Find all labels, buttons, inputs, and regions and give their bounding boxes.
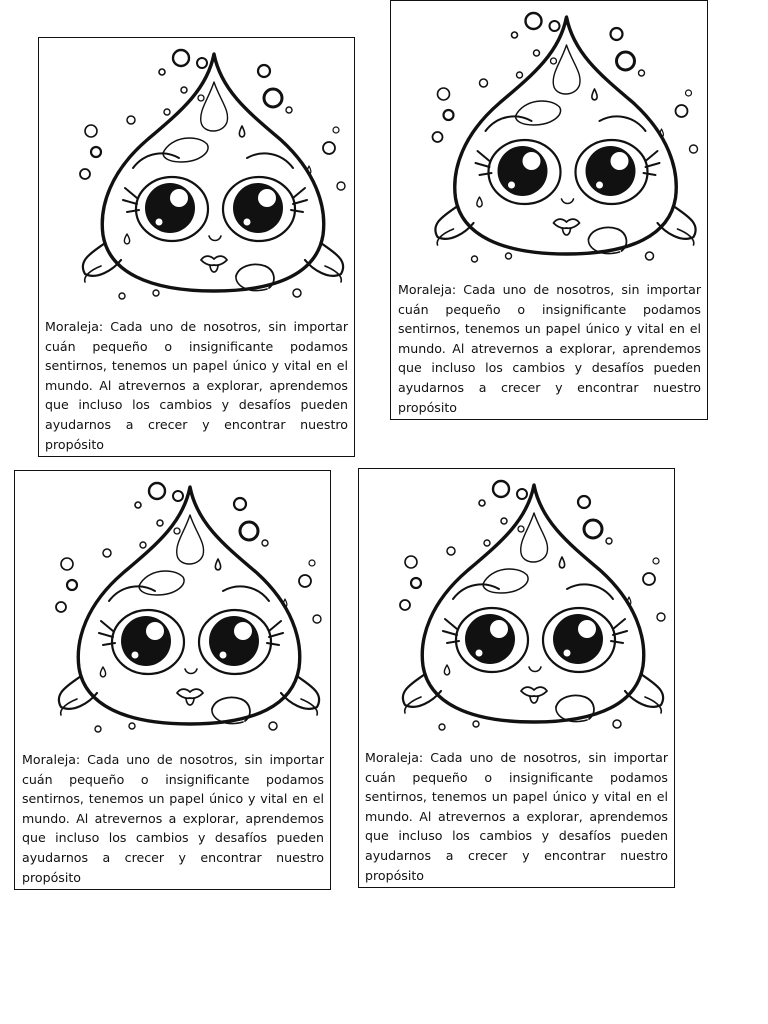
water-drop-character-icon bbox=[391, 1, 709, 273]
moral-text: Moraleja: Cada uno de nosotros, sin importar cuán pequeño o insignificante podamos sentirnos, tenemos un papel único y vital en el mundo. Al atrevernos a explorar, aprendemos que incluso los cambios y desafíos pueden ayudarnos a crecer y encontrar nuestro propósito bbox=[45, 319, 348, 452]
water-drop-character-icon bbox=[359, 469, 676, 741]
moral-card-2 bbox=[390, 0, 708, 420]
moral-text: Moraleja: Cada uno de nosotros, sin importar cuán pequeño o insignificante podamos sentirnos, tenemos un papel único y vital en el mundo. Al atrevernos a explorar, aprendemos que incluso los cambios y desafíos pueden ayudarnos a crecer y encontrar nuestro propósito bbox=[365, 750, 668, 883]
water-drop-character-icon bbox=[15, 471, 332, 743]
moral-card-3 bbox=[14, 470, 331, 890]
water-drop-character-icon bbox=[39, 38, 356, 310]
moral-card-4 bbox=[358, 468, 675, 888]
moral-text: Moraleja: Cada uno de nosotros, sin importar cuán pequeño o insignificante podamos sentirnos, tenemos un papel único y vital en el mundo. Al atrevernos a explorar, aprendemos que incluso los cambios y desafíos pueden ayudarnos a crecer y encontrar nuestro propósito bbox=[22, 752, 324, 885]
moral-card-1 bbox=[38, 37, 355, 457]
moral-text: Moraleja: Cada uno de nosotros, sin importar cuán pequeño o insignificante podamos sentirnos, tenemos un papel único y vital en el mundo. Al atrevernos a explorar, aprendemos que incluso los cambios y desafíos pueden ayudarnos a crecer y encontrar nuestro propósito bbox=[398, 282, 701, 415]
